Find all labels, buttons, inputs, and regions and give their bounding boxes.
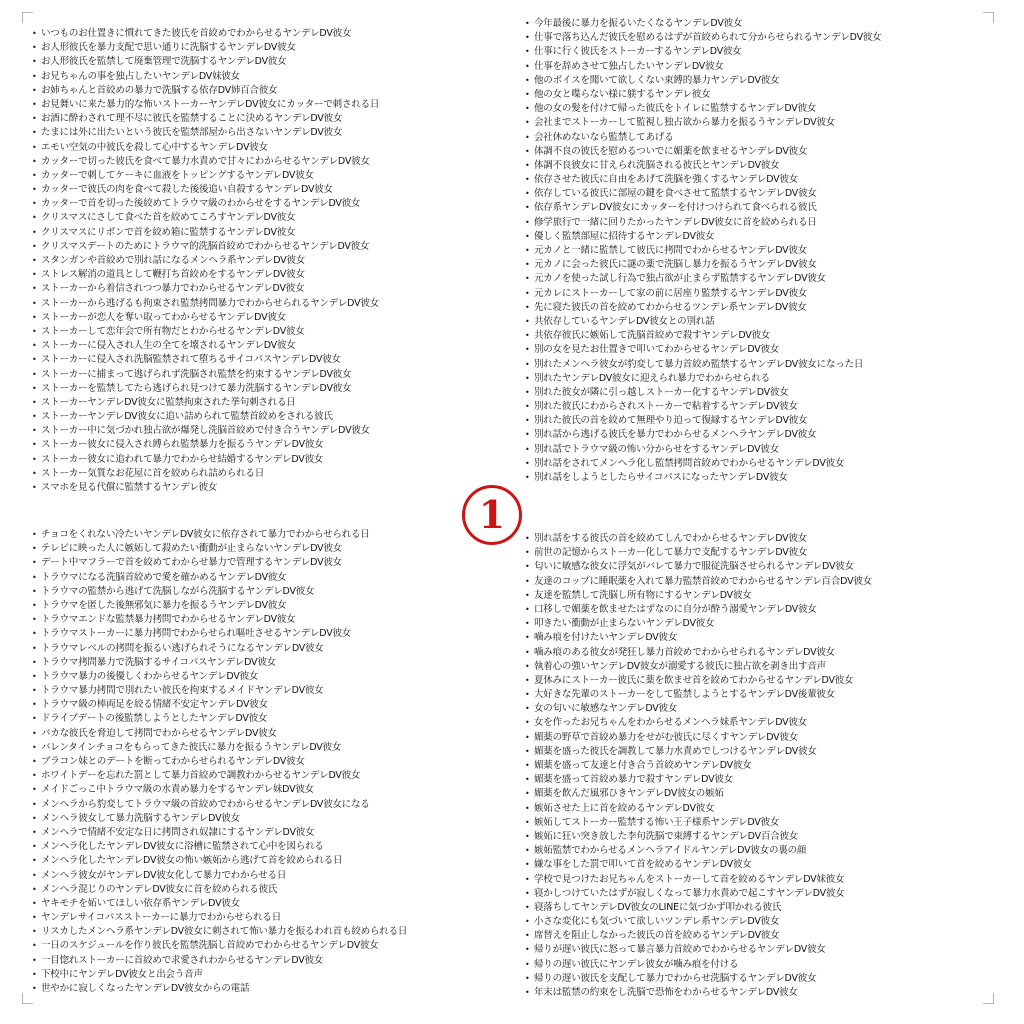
list-item: • 匂いに敏感な彼女に浮気がバレて暴力で服従洗脳させられるヤンデレDV彼女 xyxy=(525,560,1009,574)
list-item: • 元カノを使った試し行為で独占欲が止まらず監禁するヤンデレDV彼女 xyxy=(525,272,1009,286)
list-item: • エモい空気の中彼氏を殺して心中するヤンデレDV彼女 xyxy=(32,141,516,155)
list-item: • 嫉妬させた上に首を絞めるヤンデレDV彼女 xyxy=(525,802,1009,816)
list-item: • 元カノに会った彼氏に謎の薬で洗脳し暴力を振るうヤンデレDV彼女 xyxy=(525,258,1009,272)
list-item: • 別れた彼女が隣に引っ越しストーカー化するヤンデレDV彼女 xyxy=(525,386,1009,400)
list-item: • 仕事に行く彼氏をストーカーするヤンデレDV彼女 xyxy=(525,45,1009,59)
page-corner-mark-top-left xyxy=(22,12,33,23)
list-item: • 女の匂いに敏感なヤンデレDV彼女 xyxy=(525,702,1009,716)
list-item: • ストレス解消の道具として鞭打ち首絞めをするヤンデレDV彼女 xyxy=(32,268,516,282)
list-item: • ドライブデートの後監禁しようとしたヤンデレDV彼女 xyxy=(32,712,516,726)
list-item: • チョコをくれない冷たいヤンデレDV彼女に依存されて暴力でわからせられる日 xyxy=(32,528,516,542)
page-number: 1 xyxy=(478,492,506,537)
list-item: • 夏休みにストーカー彼氏に薬を飲ませ首を絞めてわからせるヤンデレDV彼女 xyxy=(525,674,1009,688)
title-list xyxy=(525,532,1009,1000)
list-item: • 仕事で落ち込んだ彼氏を慰めるはずが首絞められて分からせられるヤンデレDV彼女 xyxy=(525,31,1009,45)
list-top-left xyxy=(32,27,516,495)
list-item: • カッターで彼氏の肉を食べて殺した後後追い自殺するヤンデレDV彼女 xyxy=(32,183,516,197)
list-item: • ヤキモチを妬いてほしい依存系ヤンデレDV彼女 xyxy=(32,897,516,911)
list-item: • いつものお仕置きに慣れてきた彼氏を首絞めでわからせるヤンデレDV彼女 xyxy=(32,27,516,41)
list-item: • ストーカーに侵入され洗脳監禁されて堕ちるサイコパスヤンデレDV彼女 xyxy=(32,353,516,367)
list-item: • 共依存しているヤンデレDV彼女との別れ話 xyxy=(525,315,1009,329)
list-item: • 嫉妬監禁でわからせるメンヘラアイドルヤンデレDV彼女の裏の顔 xyxy=(525,844,1009,858)
list-item: • メンヘラ化したヤンデレDV彼女に浴槽に監禁されて心中を図られる xyxy=(32,840,516,854)
list-item: • 依存している彼氏に部屋の鍵を食べさせて監禁するヤンデレDV彼女 xyxy=(525,187,1009,201)
list-item: • たまには外に出たいという彼氏を監禁部屋から出さないヤンデレDV彼女 xyxy=(32,126,516,140)
list-item: • クリスマスにさして食べた首を絞めてころすヤンデレDV彼女 xyxy=(32,211,516,225)
list-item: • ストーカー中に気づかれ独占欲が爆発し洗脳首絞めで付き合うヤンデレDV彼女 xyxy=(32,424,516,438)
list-item: • カッターで刺してケーキに血液をトッピングするヤンデレDV彼女 xyxy=(32,169,516,183)
list-item: • 媚薬を盛って友達と付き合う首絞めヤンデレDV彼女 xyxy=(525,759,1009,773)
list-item: • トラウマエンドな監禁暴力拷問でわからせるヤンデレDV彼女 xyxy=(32,613,516,627)
list-item: • 寝かしつけていたはずが寂しくなって暴力水責めで起こすヤンデレDV彼女 xyxy=(525,887,1009,901)
title-list xyxy=(32,528,516,996)
list-item: • 別れ話をされてメンヘラ化し監禁拷問首絞めでわからせるヤンデレDV彼女 xyxy=(525,457,1009,471)
list-item: • ストーカーヤンデレDV彼女に監禁拘束された挙句刺される日 xyxy=(32,396,516,410)
list-item: • ストーカーに捕まって逃げられず洗脳され監禁を約束するヤンデレDV彼女 xyxy=(32,368,516,382)
list-item: • 帰りの遅い彼氏にヤンデレ彼女が噛み痕を付ける xyxy=(525,958,1009,972)
list-item: • メンヘラ彼女がヤンデレDV彼女化して暴力でわからせる日 xyxy=(32,869,516,883)
list-item: • 噛み痕のある彼女が発狂し暴力首絞めでわからせられるヤンデレDV彼女 xyxy=(525,646,1009,660)
list-item: • トラウマストーカーに暴力拷問でわからせられ嘔吐させるヤンデレDV彼女 xyxy=(32,627,516,641)
list-item: • 修学旅行で一緒に回りたかったヤンデレDV彼女に首を絞められる日 xyxy=(525,216,1009,230)
title-list xyxy=(32,27,516,495)
list-item: • 別れ話でトラウマ級の怖い分からせをするヤンデレDV彼女 xyxy=(525,443,1009,457)
list-item: • デート中マフラーで首を絞めてわからせ暴力で管理するヤンデレDV彼女 xyxy=(32,556,516,570)
list-item: • トラウマ級の棒両足を絞る情緒不安定ヤンデレDV彼女 xyxy=(32,698,516,712)
list-item: • 学校で見つけたお兄ちゃんをストーカーして首を絞めるヤンデレDV妹彼女 xyxy=(525,873,1009,887)
list-item: • 媚薬の野草で首絞め暴力をせがむ彼氏に尽くすヤンデレDV彼女 xyxy=(525,731,1009,745)
list-item: • バカな彼氏を脅迫して拷問でわからせるヤンデレDV彼女 xyxy=(32,727,516,741)
list-item: • 依存系ヤンデレDV彼女にカッターを付けつけられて食べられる彼氏 xyxy=(525,201,1009,215)
list-top-right xyxy=(525,17,1009,485)
list-item: • ストーカー彼女に追われて暴力でわからせ結婚するヤンデレDV彼女 xyxy=(32,453,516,467)
list-item: • スタンガンや首絞めで別れ話になるメンヘラ系ヤンデレDV彼女 xyxy=(32,254,516,268)
list-item: • 別れたメンヘラ彼女が豹変して暴力首絞め監禁するヤンデレDV彼女になった日 xyxy=(525,358,1009,372)
list-item: • 一目惚れストーカーに首絞めで求愛されわからせるヤンデレDV彼女 xyxy=(32,954,516,968)
list-item: • メンヘラ混じりのヤンデレDV彼女に首を絞められる彼氏 xyxy=(32,883,516,897)
list-item: • トラウマレベルの拷問を振るい逃げられそうになるヤンデレDV彼女 xyxy=(32,642,516,656)
list-item: • 小さな変化にも気づいて欲しいツンデレ系ヤンデレDV彼女 xyxy=(525,915,1009,929)
list-item: • 優しく監禁部屋に招待するヤンデレDV彼女 xyxy=(525,230,1009,244)
list-item: • 大好きな先輩のストーカーをして監禁しようとするヤンデレDV後輩彼女 xyxy=(525,688,1009,702)
list-item: • 別れ話から逃げる彼氏を暴力でわからせるメンヘラヤンデレDV彼女 xyxy=(525,428,1009,442)
list-item: • お酒に酔わされて理不尽に彼氏を監禁することに決めるヤンデレDV彼女 xyxy=(32,112,516,126)
list-item: • 別れたヤンデレDV彼女に迎えられ暴力でわからせられる xyxy=(525,372,1009,386)
list-item: • 共依存彼氏に嫉妬して洗脳首絞めで殺すヤンデレDV彼女 xyxy=(525,329,1009,343)
list-item: • ストーカーに侵入され人生の全てを壊されるヤンデレDV彼女 xyxy=(32,339,516,353)
list-item: • 今年最後に暴力を振るいたくなるヤンデレDV彼女 xyxy=(525,17,1009,31)
list-item: • 媚薬を飲んだ風邪ひきヤンデレDV彼女の嫉妬 xyxy=(525,787,1009,801)
list-item: • ストーカーが恋人を奪い取ってわからせるヤンデレDV彼女 xyxy=(32,311,516,325)
list-item: • ストーカーから着信されつつ暴力でわからせるヤンデレDV彼女 xyxy=(32,282,516,296)
list-item: • 仕事を辞めさせて独占したいヤンデレDV彼女 xyxy=(525,60,1009,74)
list-item: • 帰りの遅い彼氏を支配して暴力でわからせ洗脳するヤンデレDV彼女 xyxy=(525,972,1009,986)
list-item: • ストーカーから逃げるも拘束され監禁拷問暴力でわからせられるヤンデレDV彼女 xyxy=(32,297,516,311)
list-item: • トラウマの監禁から逃げて洗脳しながら洗脳するヤンデレDV彼女 xyxy=(32,585,516,599)
list-item: • クリスマスにリボンで首を絞め箱に監禁するヤンデレDV彼女 xyxy=(32,226,516,240)
list-item: • 別れた彼氏の首を絞めて無理やり迫って復縁するヤンデレDV彼女 xyxy=(525,414,1009,428)
list-item: • 友達のコップに睡眠薬を入れて暴力監禁首絞めでわからせるヤンデレ百合DV彼女 xyxy=(525,575,1009,589)
list-item: • 女を作ったお兄ちゃんをわからせるメンヘラ妹系ヤンデレDV彼女 xyxy=(525,716,1009,730)
list-item: • トラウマ拷問暴力で洗脳するサイコパスヤンデレDV彼女 xyxy=(32,656,516,670)
list-item: • バレンタインチョコをもらってきた彼氏に暴力を振るうヤンデレDV彼女 xyxy=(32,741,516,755)
list-item: • 他の女の髪を付けて帰った彼氏をトイレに監禁するヤンデレDV彼女 xyxy=(525,102,1009,116)
list-item: • リスカしたメンヘラ系ヤンデレDV彼女に刺されて怖い暴力を振るわれ首も絞められる日 xyxy=(32,925,516,939)
list-item: • 帰りが遅い彼氏に怒って暴言暴力首絞めでわからせるヤンデレDV彼女 xyxy=(525,943,1009,957)
list-item: • クリスマスデートのためにトラウマ的洗脳首絞めでわからせるヤンデレDV彼女 xyxy=(32,240,516,254)
list-item: • ストーカーヤンデレDV彼女に追い詰められて監禁首絞めをされる彼氏 xyxy=(32,410,516,424)
list-item: • 噛み痕を付けたいヤンデレDV彼女 xyxy=(525,631,1009,645)
list-item: • 元カノと一緒に監禁して彼氏に拷問でわからせるヤンデレDV彼女 xyxy=(525,244,1009,258)
list-item: • お人形彼氏を監禁して廃棄管理で洗脳するヤンデレDV彼女 xyxy=(32,55,516,69)
list-item: • 元カレにストーカーして家の前に居座り監禁するヤンデレDV彼女 xyxy=(525,287,1009,301)
list-item: • 体調不良彼女に甘えられ洗脳される彼氏とヤンデレDV彼女 xyxy=(525,159,1009,173)
list-item: • 口移しで媚薬を飲ませたはずなのに自分が酔う溺愛ヤンデレDV彼女 xyxy=(525,603,1009,617)
list-item: • メンヘラで情緒不安定な日に拷問され奴隷にするヤンデレDV彼女 xyxy=(32,826,516,840)
list-item: • 他のボイスを聞いて欲しくない束縛的暴力ヤンデレDV彼女 xyxy=(525,74,1009,88)
list-bottom-left xyxy=(32,528,516,996)
list-item: • 体調不良の彼氏を慰めるついでに媚薬を飲ませるヤンデレDV彼女 xyxy=(525,145,1009,159)
list-item: • ストーカー彼女に侵入され縛られ監禁暴力を振るうヤンデレDV彼女 xyxy=(32,438,516,452)
list-item: • メンヘラ彼女して暴力洗脳するヤンデレDV彼女 xyxy=(32,812,516,826)
list-item: • カッターで首を切った後絞めてトラウマ級のわからせをするヤンデレDV彼女 xyxy=(32,197,516,211)
list-item: • 嫌な事をした罰で叩いて首を絞めるヤンデレDV彼女 xyxy=(525,858,1009,872)
list-item: • 媚薬を盛った彼氏を調教して暴力水責めでしつけるヤンデレDV彼女 xyxy=(525,745,1009,759)
list-item: • 別れた彼氏にわからされストーカーで粘着するヤンデレDV彼女 xyxy=(525,400,1009,414)
list-item: • トラウマ暴力の後優しくわからせるヤンデレDV彼女 xyxy=(32,670,516,684)
list-item: • カッターで切った彼氏を食べて暴力水責めで甘々にわからせるヤンデレDV彼女 xyxy=(32,155,516,169)
list-item: • 席替えを阻止しなかった彼氏の首を絞めるヤンデレDV彼女 xyxy=(525,929,1009,943)
page-number-circle xyxy=(462,485,522,545)
list-item: • ストーカーして恋年会で所有物だとわからせるヤンデレDV彼女 xyxy=(32,325,516,339)
list-item: • 一日のスケジュールを作り彼氏を監禁洗脳し首絞めでわからせるヤンデレDV彼女 xyxy=(32,939,516,953)
list-item: • お兄ちゃんの事を独占したいヤンデレDV妹彼女 xyxy=(32,70,516,84)
list-item: • 下校中にヤンデレDV彼女と出会う音声 xyxy=(32,968,516,982)
list-item: • ブラコン妹とのデートを断ってわからせられるヤンデレDV彼女 xyxy=(32,755,516,769)
list-item: • 前世の記憶からストーカー化して暴力で支配するヤンデレDV彼女 xyxy=(525,546,1009,560)
list-item: • お人形彼氏を暴力支配で思い通りに洗脳するヤンデレDV彼女 xyxy=(32,41,516,55)
list-item: • 世やかに寂しくなったヤンデレDV彼女からの電話 xyxy=(32,982,516,996)
list-item: • ストーカーを監禁してたら逃げられ見つけて暴力洗脳するヤンデレDV彼女 xyxy=(32,382,516,396)
list-item: • ヤンデレサイコパスストーカーに暴力でわからせられる日 xyxy=(32,911,516,925)
list-item: • メイドごっこ中トラウマ級の水責め暴力をするヤンデレ妹DV彼女 xyxy=(32,783,516,797)
list-bottom-right xyxy=(525,532,1009,1000)
list-item: • メンヘラから豹変してトラウマ級の首絞めでわからせるヤンデレDV彼女になる xyxy=(32,798,516,812)
list-item: • 叩きたい衝動が止まらないヤンデレDV彼女 xyxy=(525,617,1009,631)
list-item: • テレビに映った人に嫉妬して殺めたい衝動が止まらないヤンデレDV彼女 xyxy=(32,542,516,556)
list-item: • 別の女を見たお仕置きで叩いてわからせるヤンデレDV彼女 xyxy=(525,343,1009,357)
title-list xyxy=(525,17,1009,485)
list-item: • 友達を監禁して洗脳し所有物にするヤンデレDV彼女 xyxy=(525,589,1009,603)
list-item: • トラウマになる洗脳首絞めで愛を確かめるヤンデレDV彼女 xyxy=(32,571,516,585)
list-item: • 寝落ちしてヤンデレDV彼女のLINEに気づかず叩かれる彼氏 xyxy=(525,901,1009,915)
list-item: • スマホを見る代償に監禁するヤンデレ彼女 xyxy=(32,481,516,495)
list-item: • 他の女と喋らない様に躾するヤンデレ彼女 xyxy=(525,88,1009,102)
list-item: • ストーカー気質なお花屋に首を絞められ詰められる日 xyxy=(32,467,516,481)
list-item: • ホワイトデーを忘れた罰として暴力首絞めで調教わからせるヤンデレDV彼女 xyxy=(32,769,516,783)
list-item: • 先に寝た彼氏の首を絞めてわからせるツンデレ系ヤンデレDV彼女 xyxy=(525,301,1009,315)
list-item: • 別れ話をする彼氏の首を絞めてしんでわからせるヤンデレDV彼女 xyxy=(525,532,1009,546)
list-item: • 会社休めないなら監禁してあげる xyxy=(525,131,1009,145)
list-item: • お見舞いに来た暴力的な怖いストーカーヤンデレDV彼女にカッターで刺される日 xyxy=(32,98,516,112)
list-item: • 依存させた彼氏に自由をあげて洗脳を強くするヤンデレDV彼女 xyxy=(525,173,1009,187)
list-item: • 会社までストーカーして監視し独占欲から暴力を振るうヤンデレDV彼女 xyxy=(525,116,1009,130)
list-item: • 執着心の強いヤンデレDV彼女が溺愛する彼氏に独占欲を剥き出す音声 xyxy=(525,660,1009,674)
list-item: • メンヘラ化したヤンデレDV彼女の怖い嫉妬から逃げて首を絞められる日 xyxy=(32,854,516,868)
list-item: • 媚薬を盛って首絞め暴力で殺すヤンデレDV彼女 xyxy=(525,773,1009,787)
list-item: • トラウマを匿した後無邪気に暴力を振るうヤンデレDV彼女 xyxy=(32,599,516,613)
list-item: • 嫉妬に狂い突き放した李句洗脳で束縛するヤンデレDV百合彼女 xyxy=(525,830,1009,844)
list-item: • お姉ちゃんと首絞めの暴力で洗脳する依存DV姉百合彼女 xyxy=(32,84,516,98)
list-item: • 別れ話をしようとしたらサイコパスになったヤンデレDV彼女 xyxy=(525,471,1009,485)
list-item: • トラウマ暴力拷問で別れたい彼氏を拘束するメイドヤンデレDV彼女 xyxy=(32,684,516,698)
list-item: • 年末は監禁の約束をし洗脳で恐怖をわからせるヤンデレDV彼女 xyxy=(525,986,1009,1000)
list-item: • 嫉妬してストーカー監禁する怖い王子様系ヤンデレDV彼女 xyxy=(525,816,1009,830)
